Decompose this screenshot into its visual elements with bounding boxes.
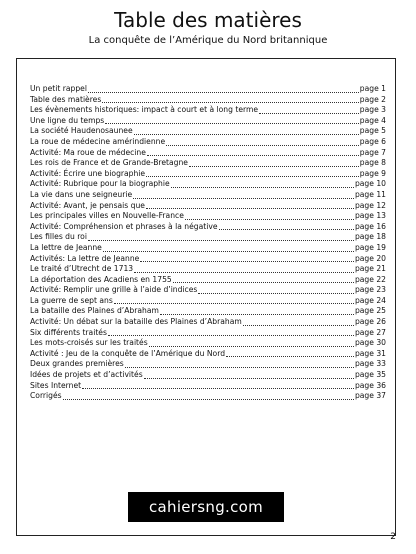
toc-leader-dots	[88, 92, 359, 93]
toc-entry-title: La vie dans une seigneurie	[30, 189, 133, 199]
page-subtitle: La conquête de l’Amérique du Nord britannique	[88, 35, 328, 46]
toc-leader-dots	[189, 166, 359, 167]
toc-entry-page: page 13	[354, 211, 386, 221]
toc-leader-dots	[146, 208, 354, 209]
toc-entry	[30, 381, 386, 392]
toc-entry-page: page 31	[354, 348, 386, 358]
toc-entry	[30, 190, 386, 201]
toc-entry	[30, 349, 386, 360]
toc-entry	[30, 296, 386, 307]
toc-entry	[30, 201, 386, 212]
toc-entry-page: page 26	[354, 317, 386, 327]
toc-entry-title: Les principales villes en Nouvelle-France	[30, 211, 184, 221]
toc-entry-page: page 9	[359, 168, 386, 178]
toc-leader-dots	[108, 335, 354, 336]
toc-entry	[30, 275, 386, 286]
toc-leader-dots	[82, 388, 354, 389]
toc-entry-title: La déportation des Acadiens en 1755	[30, 274, 172, 284]
toc-entry-page: page 4	[359, 115, 386, 125]
toc-entry	[30, 126, 386, 137]
toc-leader-dots	[114, 303, 354, 304]
toc-leader-dots	[243, 325, 354, 326]
toc-entry-page: page 30	[354, 338, 386, 348]
toc-entry	[30, 211, 386, 222]
toc-entry-title: Activités: La lettre de Jeanne	[30, 253, 140, 263]
toc-entry	[30, 254, 386, 265]
toc-entry-page: page 5	[359, 126, 386, 136]
toc-entry	[30, 306, 386, 317]
toc-leader-dots	[226, 356, 354, 357]
toc-leader-dots	[144, 378, 354, 379]
toc-leader-dots	[160, 314, 354, 315]
toc-entry	[30, 158, 386, 169]
toc-leader-dots	[125, 367, 354, 368]
toc-entry-page: page 19	[354, 242, 386, 252]
toc-entry-page: page 3	[359, 105, 386, 115]
toc-entry	[30, 232, 386, 243]
page-title: Table des matières	[114, 8, 302, 32]
toc-entry-page: page 23	[354, 285, 386, 295]
toc-entry	[30, 116, 386, 127]
toc-entry-title: Activité: Avant, je pensais que	[30, 200, 145, 210]
toc-entry-page: page 21	[354, 264, 386, 274]
toc-entry-page: page 1	[359, 84, 386, 93]
toc-leader-dots	[88, 240, 354, 241]
toc-entry-title: La guerre de sept ans	[30, 295, 113, 305]
toc-entry	[30, 285, 386, 296]
toc-entry-page: page 22	[354, 274, 386, 284]
toc-entry-page: page 36	[354, 380, 386, 390]
toc-entry-page: page 7	[359, 147, 386, 157]
toc-entry-title: Les rois de France et de Grande-Bretagne	[30, 158, 188, 168]
toc-entry-title: Idées de projets et d’activités	[30, 370, 143, 380]
toc-entry-title: Les mots-croisés sur les traités	[30, 338, 148, 348]
toc-entry	[30, 338, 386, 349]
toc-entry-title: Activité : Jeu de la conquête de l’Amérique du Nord	[30, 348, 226, 358]
toc-entry-page: page 16	[354, 221, 386, 231]
toc-entry	[30, 391, 386, 402]
toc-entry	[30, 95, 386, 106]
toc-entry-title: Un petit rappel	[30, 84, 87, 93]
toc-entry-page: page 24	[354, 295, 386, 305]
toc-entry-title: Table des matières	[30, 94, 102, 104]
toc-leader-dots	[173, 282, 354, 283]
toc-entry	[30, 359, 386, 370]
toc-entry-page: page 8	[359, 158, 386, 168]
toc-entry-title: La société Haudenosaunee	[30, 126, 133, 136]
toc-entry-page: page 37	[354, 391, 386, 401]
toc-entry-title: La roue de médecine amérindienne	[30, 136, 166, 146]
toc-entry	[30, 148, 386, 159]
toc-entry-title: Activité: Rubrique pour la biographie	[30, 179, 170, 189]
toc-leader-dots	[102, 102, 358, 103]
toc-entry-title: Activité: Un débat sur la bataille des Plaines d’Abraham	[30, 317, 242, 327]
toc-entry-title: La bataille des Plaines d’Abraham	[30, 306, 159, 316]
toc-leader-dots	[185, 219, 354, 220]
toc-leader-dots	[146, 176, 359, 177]
toc-entry-title: Les filles du roi	[30, 232, 87, 242]
toc-leader-dots	[134, 134, 359, 135]
toc-entry-page: page 25	[354, 306, 386, 316]
toc-entry-title: Activité: Remplir une grille à l’aide d’indices	[30, 285, 198, 295]
toc-entry-page: page 12	[354, 200, 386, 210]
toc-entry	[30, 317, 386, 328]
table-of-contents	[30, 84, 386, 402]
toc-entry-page: page 18	[354, 232, 386, 242]
toc-leader-dots	[219, 229, 354, 230]
toc-entry-title: Six différents traités	[30, 327, 107, 337]
toc-leader-dots	[133, 198, 354, 199]
toc-entry-title: Corrigés	[30, 391, 62, 401]
toc-leader-dots	[63, 399, 354, 400]
page-number: 2	[390, 532, 396, 542]
toc-entry-page: page 10	[354, 179, 386, 189]
toc-entry-title: Une ligne du temps	[30, 115, 105, 125]
toc-entry-page: page 33	[354, 359, 386, 369]
toc-entry-title: Activité: Ma roue de médecine	[30, 147, 146, 157]
logo-banner: cahiersng.com	[128, 492, 284, 522]
toc-entry-title: La lettre de Jeanne	[30, 242, 102, 252]
toc-entry-page: page 20	[354, 253, 386, 263]
toc-leader-dots	[105, 123, 359, 124]
toc-entry	[30, 370, 386, 381]
toc-entry	[30, 105, 386, 116]
toc-entry	[30, 169, 386, 180]
toc-leader-dots	[140, 261, 354, 262]
toc-entry-page: page 11	[354, 189, 386, 199]
toc-entry-title: Activité: Écrire une biographie	[30, 168, 146, 178]
toc-leader-dots	[147, 155, 359, 156]
toc-leader-dots	[259, 113, 359, 114]
toc-leader-dots	[198, 293, 354, 294]
toc-entry-title: Deux grandes premières	[30, 359, 124, 369]
toc-entry	[30, 222, 386, 233]
toc-entry	[30, 328, 386, 339]
toc-entry	[30, 243, 386, 254]
toc-entry	[30, 137, 386, 148]
toc-entry-page: page 6	[359, 136, 386, 146]
toc-leader-dots	[166, 145, 359, 146]
toc-entry-page: page 35	[354, 370, 386, 380]
toc-entry	[30, 84, 386, 95]
toc-entry-title: Le traité d’Utrecht de 1713	[30, 264, 134, 274]
toc-entry-page: page 2	[359, 94, 386, 104]
toc-leader-dots	[103, 251, 354, 252]
toc-entry	[30, 179, 386, 190]
toc-entry-title: Les évènements historiques: impact à court et à long terme	[30, 105, 259, 115]
toc-leader-dots	[171, 187, 354, 188]
toc-leader-dots	[134, 272, 354, 273]
toc-entry-title: Sites Internet	[30, 380, 82, 390]
toc-entry	[30, 264, 386, 275]
toc-entry-title: Activité: Compréhension et phrases à la négative	[30, 221, 218, 231]
toc-entry-page: page 27	[354, 327, 386, 337]
toc-leader-dots	[149, 346, 354, 347]
